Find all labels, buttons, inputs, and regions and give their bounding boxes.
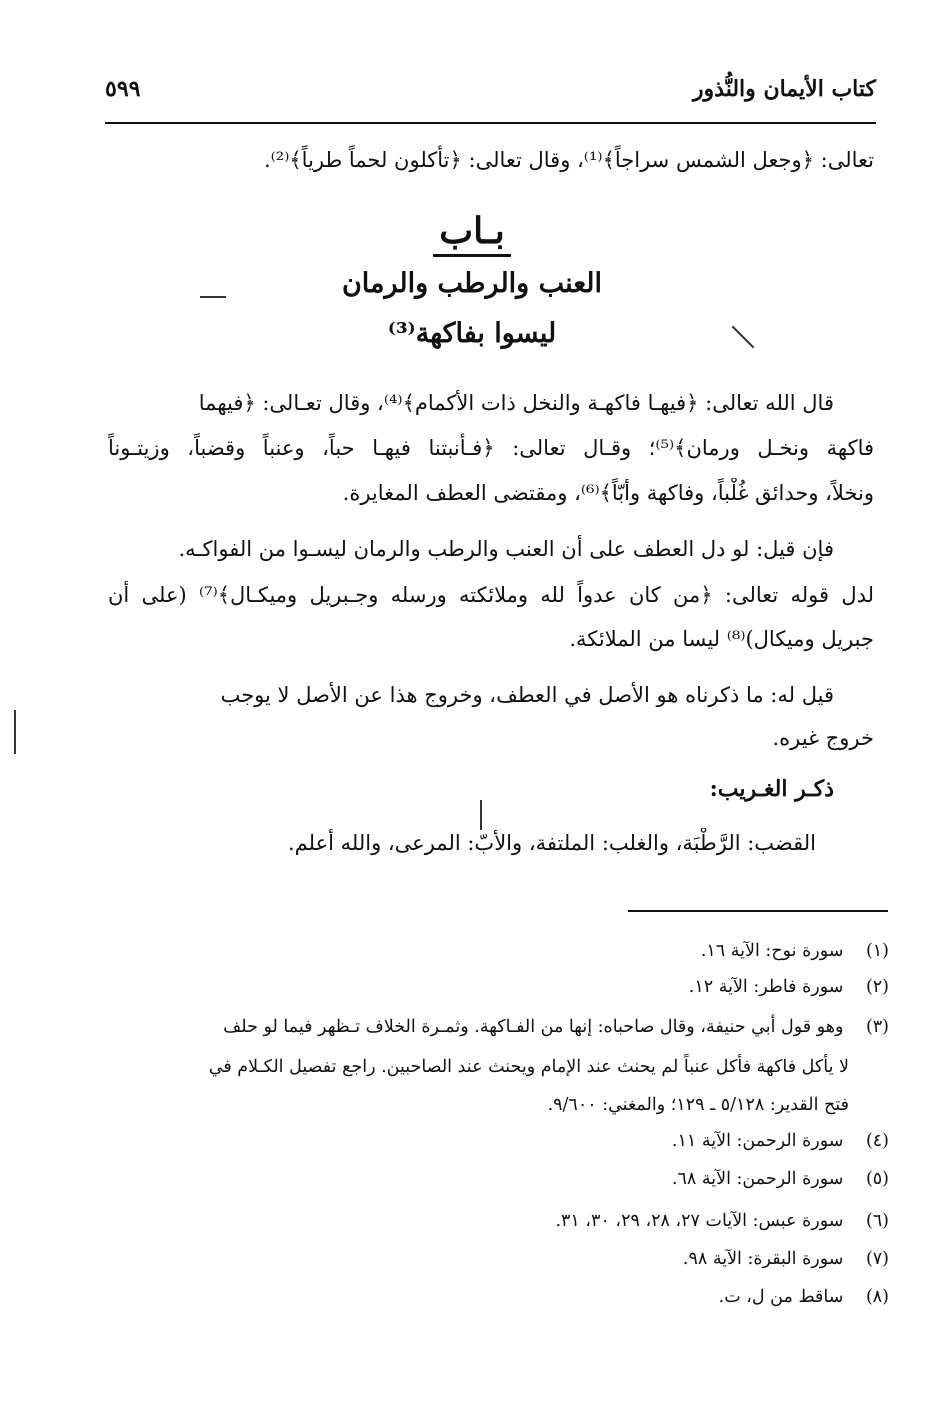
footnote-text: سورة البقرة: الآية ٩٨. [682,1249,844,1269]
paragraph-1-line-2: فاكهة ونخـل ورمان﴾⁽⁵⁾؛ وقـال تعالى: ﴿فـأنبتنا فيهـا حباً، وعنباً وقضباً، وزيتـوناً [108,436,874,460]
intro-line: تعالى: ﴿وجعل الشمس سراجاً﴾⁽¹⁾، وقال تعالى: ﴿تأكلون لحماً طرياً﴾⁽²⁾. [263,148,874,172]
footnote-3 [100,1014,889,1040]
footnote-2 [100,974,889,1000]
scan-mark [14,710,16,754]
footnote-4 [100,1128,889,1154]
running-header [105,70,876,110]
footnote-5 [100,1166,889,1192]
footnote-text: فتح القدير: ٥/١٢٨ ـ ١٢٩؛ والمغني: ٩/٦٠٠. [547,1095,849,1115]
chapter-label-text: بـاب [433,210,510,257]
footnote-text: سورة فاطر: الآية ١٢. [688,977,844,997]
footnote-number: (٦) [865,1211,889,1231]
paragraph-3-line-1: قيل له: ما ذكرناه هو الأصل في العطف، وخروج هذا عن الأصل لا يوجب [220,683,834,707]
footnote-6 [100,1208,889,1234]
paragraph-2-line-2: لدل قوله تعالى: ﴿من كان عدواً لله وملائكته ورسله وجـبريل وميكـال﴾⁽⁷⁾ (على أن [108,583,874,607]
footnote-1 [100,938,889,964]
chapter-subtitle: ليسوا بفاكهة⁽³⁾ [387,318,557,349]
scan-mark [200,296,226,298]
footnote-number: (٧) [865,1249,889,1269]
footnote-number: (٨) [865,1287,889,1307]
gharib-text: القضب: الرَّطْبَة، والغلب: الملتفة، والأبّ: المرعى، والله أعلم. [288,831,816,855]
footnote-text: سورة عبس: الآيات ٢٧، ٢٨، ٢٩، ٣٠، ٣١. [555,1211,844,1231]
footnote-3-continuation [100,1092,849,1118]
footnote-rule [628,910,888,912]
paragraph-1-line-1: قال الله تعالى: ﴿فيهـا فاكهـة والنخل ذات الأكمام﴾⁽⁴⁾، وقال تعـالى: ﴿فيهما [198,391,834,415]
footnote-text: لا يأكل فاكهة فأكل عنباً لم يحنث عند الإمام ويحنث عند الصاحبين. راجع تفصيل الكـلام في [208,1057,849,1077]
paragraph-2-line-1: فإن قيل: لو دل العطف على أن العنب والرطب والرمان ليسـوا من الفواكـه. [178,537,834,561]
scan-mark [480,800,482,830]
footnote-text: سورة الرحمن: الآية ٦٨. [671,1169,844,1189]
gharib-heading: ذكـر الغـريب: [709,776,834,802]
book-title: كتاب الأيمان والنُّذور [692,76,876,102]
page-number: ٥٩٩ [105,76,141,102]
header-rule [105,122,876,124]
chapter-title: العنب والرطب والرمان [341,268,603,299]
footnote-number: (٤) [865,1131,889,1151]
footnote-number: (٥) [865,1169,889,1189]
footnote-8 [100,1284,889,1310]
footnote-number: (٢) [865,977,889,997]
paragraph-1-line-3: ونخلاً، وحدائق غُلْباً، وفاكهة وأبّاً﴾⁽⁶⁾، ومقتضى العطف المغايرة. [342,481,874,505]
footnote-text: سورة نوح: الآية ١٦. [700,941,844,961]
footnote-3-continuation [100,1054,849,1080]
footnote-text: ساقط من ل، ت. [718,1287,844,1307]
paragraph-3-line-2: خروج غيره. [772,726,874,750]
footnote-text: وهو قول أبي حنيفة، وقال صاحباه: إنها من الفـاكهة. وثمـرة الخلاف تـظهر فيما لو حلف [223,1017,844,1037]
footnote-text: سورة الرحمن: الآية ١١. [671,1131,844,1151]
chapter-label [0,210,944,257]
footnote-number: (١) [865,941,889,961]
footnote-7 [100,1246,889,1272]
footnote-number: (٣) [865,1017,889,1037]
paragraph-2-line-3: جبريل وميكال)⁽⁸⁾ ليسا من الملائكة. [569,627,874,651]
